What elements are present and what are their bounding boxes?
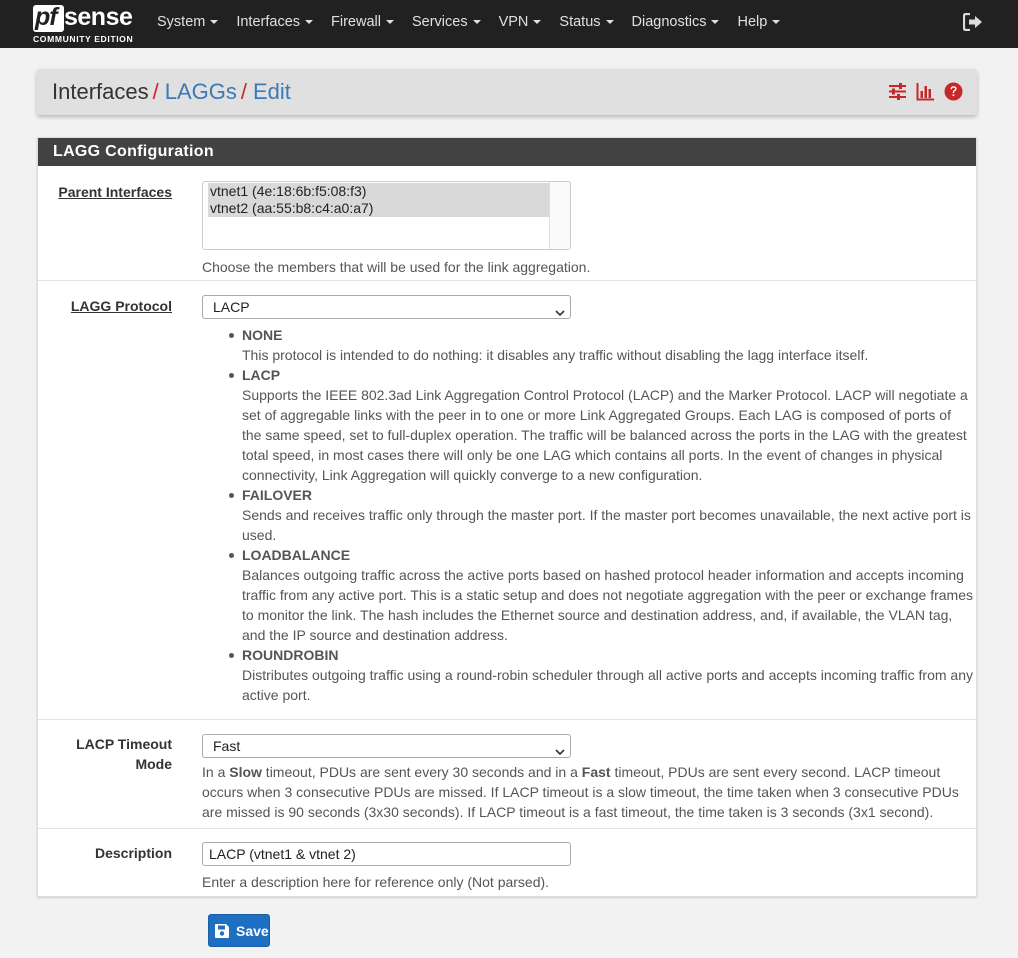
lagg-configuration-panel (37, 137, 977, 897)
parent-interfaces-listbox[interactable] (202, 181, 571, 250)
parent-interfaces-row (38, 166, 976, 281)
nav-label: Interfaces (236, 14, 301, 30)
lagg-protocol-row (38, 281, 976, 720)
breadcrumb-edit-link[interactable]: Edit (253, 79, 291, 104)
floppy-disk-icon (214, 923, 230, 939)
lacp-timeout-label (32, 734, 172, 774)
breadcrumb-laggs-link[interactable]: LAGGs (164, 79, 237, 104)
description-row (38, 829, 976, 897)
nav-status[interactable] (559, 0, 613, 48)
listbox-scrollbar[interactable] (549, 182, 570, 249)
nav-vpn[interactable] (499, 0, 542, 48)
caret-down-icon (473, 20, 481, 24)
protocol-desc: Sends and receives traffic only through the master port. If the master port becomes unavailable, the next active port is used. (242, 507, 971, 543)
lacp-timeout-label-line1: LACP Timeout (76, 736, 172, 752)
nav-label: Status (559, 14, 601, 30)
lacp-timeout-value: Fast (213, 738, 241, 754)
protocol-name: LACP (242, 367, 281, 383)
breadcrumb (52, 78, 291, 106)
breadcrumb-separator: / (152, 79, 159, 104)
sliders-icon[interactable] (888, 82, 907, 101)
nav-label: System (157, 14, 206, 30)
lagg-protocol-value: LACP (213, 299, 250, 315)
protocol-desc: This protocol is intended to do nothing: it disables any traffic without disabling the lagg interface itself. (242, 347, 869, 363)
protocol-item-none (202, 325, 974, 365)
save-button-label: Save (236, 923, 269, 939)
nav-label: Services (411, 14, 468, 30)
protocol-desc: Supports the IEEE 802.3ad Link Aggregation Control Protocol (LACP) and the Marker Protocol. LACP will negotiate a set of aggregable links with the peer in to one or more Link Aggregated Groups. Each LAG is composed of ports of the same speed, set to full-duplex operation. The traffic will be balanced across the ports in the LAG with the greatest total speed, in most cases there will only be one LAG which contains all ports. In the event of changes in physical connectivity, Link Aggregation will quickly converge to a new configuration. (242, 387, 968, 483)
bar-chart-icon[interactable] (916, 82, 935, 101)
protocol-item-lacp (202, 365, 974, 485)
lagg-protocol-field (202, 295, 974, 705)
breadcrumb-interfaces: Interfaces (52, 79, 149, 104)
parent-interfaces-field (202, 181, 590, 277)
protocol-name: ROUNDROBIN (242, 647, 339, 663)
pfsense-logo[interactable] (33, 4, 138, 44)
protocol-name: NONE (242, 327, 283, 343)
nav-label: Help (737, 14, 768, 30)
protocol-desc: Distributes outgoing traffic using a round-robin scheduler through all active ports and accepts incoming traffic from any active port. (242, 667, 973, 703)
caret-down-icon (606, 20, 614, 24)
save-button[interactable] (208, 914, 270, 947)
panel-title: LAGG Configuration (38, 138, 976, 166)
protocol-desc: Balances outgoing traffic across the active ports based on hashed protocol header information and accepts incoming traffic from any active port. This is a static setup and does not negotiate aggregation with the peer or exchange frames to monitor the link. The hash includes the Ethernet source and destination address, and, if available, the VLAN tag, and the IP source and destination address. (242, 567, 974, 643)
top-navbar (0, 0, 1018, 48)
lacp-timeout-help: In a Slow timeout, PDUs are sent every 30 seconds and in a Fast timeout, PDUs are sent every second. LACP timeout occurs when 3 consecutive PDUs are missed. If LACP timeout is a slow timeout, the time taken when 3 consecutive PDUs are missed is 90 seconds (3x30 seconds). If LACP timeout is a fast timeout, the time taken is 3 seconds (3x1 second). (202, 764, 959, 820)
nav-firewall[interactable] (331, 0, 394, 48)
description-label: Description (94, 845, 172, 861)
protocol-item-loadbalance (202, 545, 974, 645)
lagg-protocol-label: LAGG Protocol (70, 298, 172, 314)
caret-down-icon (711, 20, 719, 24)
nav-label: Firewall (331, 14, 381, 30)
protocol-name: FAILOVER (242, 487, 313, 503)
breadcrumb-separator: / (240, 79, 247, 104)
header-icon-group (888, 82, 963, 101)
parent-interfaces-help: Choose the members that will be used for the link aggregation. (202, 259, 591, 275)
nav-label: VPN (498, 14, 529, 30)
nav-help[interactable] (737, 0, 780, 48)
lacp-timeout-select[interactable] (202, 734, 571, 758)
caret-down-icon (533, 20, 541, 24)
parent-interface-option-vtnet2[interactable]: vtnet2 (aa:55:b8:c4:a0:a7) (208, 200, 549, 217)
lacp-timeout-label-line2: Mode (135, 756, 172, 772)
description-help: Enter a description here for reference only (Not parsed). (202, 874, 550, 890)
nav-system[interactable] (157, 0, 218, 48)
caret-down-icon (305, 20, 313, 24)
lacp-timeout-row (38, 720, 976, 829)
breadcrumb-bar (37, 69, 977, 115)
caret-down-icon (210, 20, 218, 24)
caret-down-icon (772, 20, 780, 24)
protocol-item-failover (202, 485, 974, 545)
protocol-name: LOADBALANCE (242, 547, 351, 563)
description-field (202, 842, 571, 892)
protocol-item-roundrobin (202, 645, 974, 705)
logo-edition-text: COMMUNITY EDITION (33, 34, 134, 44)
nav-label: Diagnostics (631, 14, 707, 30)
parent-interfaces-label: Parent Interfaces (58, 184, 172, 200)
main-nav-menu (157, 0, 798, 48)
nav-interfaces[interactable] (236, 0, 313, 48)
nav-diagnostics[interactable] (632, 0, 720, 48)
lagg-protocol-select[interactable] (202, 295, 571, 319)
logout-icon[interactable] (963, 13, 983, 31)
parent-interface-option-vtnet1[interactable]: vtnet1 (4e:18:6b:f5:08:f3) (208, 183, 549, 200)
help-circle-icon[interactable] (944, 82, 963, 101)
chevron-down-icon (555, 302, 565, 312)
caret-down-icon (386, 20, 394, 24)
protocol-description-list (202, 325, 974, 705)
description-input[interactable]: LACP (vtnet1 & vtnet 2) (202, 842, 571, 866)
logo-pf-text: pf (35, 3, 57, 31)
nav-services[interactable] (412, 0, 481, 48)
logo-sense-text: sense (64, 3, 133, 31)
chevron-down-icon (555, 741, 565, 751)
lacp-timeout-field (202, 734, 974, 822)
